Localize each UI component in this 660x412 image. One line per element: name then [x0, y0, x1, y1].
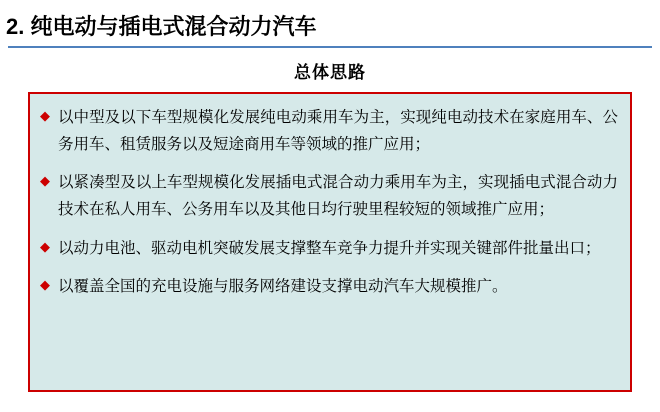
diamond-bullet-icon: ◆ — [40, 173, 50, 189]
list-item-text: 以紧凑型及以上车型规模化发展插电式混合动力乘用车为主，实现插电式混合动力技术在私人用车、公务用车以及其他日均行驶里程较短的领域推广应用； — [58, 174, 618, 219]
slide-title-row — [6, 10, 654, 41]
diamond-bullet-icon: ◆ — [40, 276, 50, 292]
list-item-text: 以中型及以下车型规模化发展纯电动乘用车为主，实现纯电动技术在家庭用车、公务用车、租赁服务以及短途商用车等领域的推广应用； — [58, 109, 618, 154]
title-divider — [8, 46, 652, 48]
page-title: 2. 纯电动与插电式混合动力汽车 — [6, 14, 317, 39]
list-item-text: 以动力电池、驱动电机突破发展支撑整车竞争力提升并实现关键部件批量出口； — [58, 239, 601, 257]
list-item — [40, 169, 618, 223]
slide-subtitle: 总体思路 — [294, 63, 366, 82]
content-box — [28, 92, 632, 392]
list-item — [40, 273, 618, 300]
list-item-text: 以覆盖全国的充电设施与服务网络建设支撑电动汽车大规模推广。 — [58, 277, 508, 295]
diamond-bullet-icon: ◆ — [40, 108, 50, 123]
list-item — [40, 104, 618, 158]
list-item — [40, 235, 618, 262]
diamond-bullet-icon: ◆ — [40, 238, 50, 254]
